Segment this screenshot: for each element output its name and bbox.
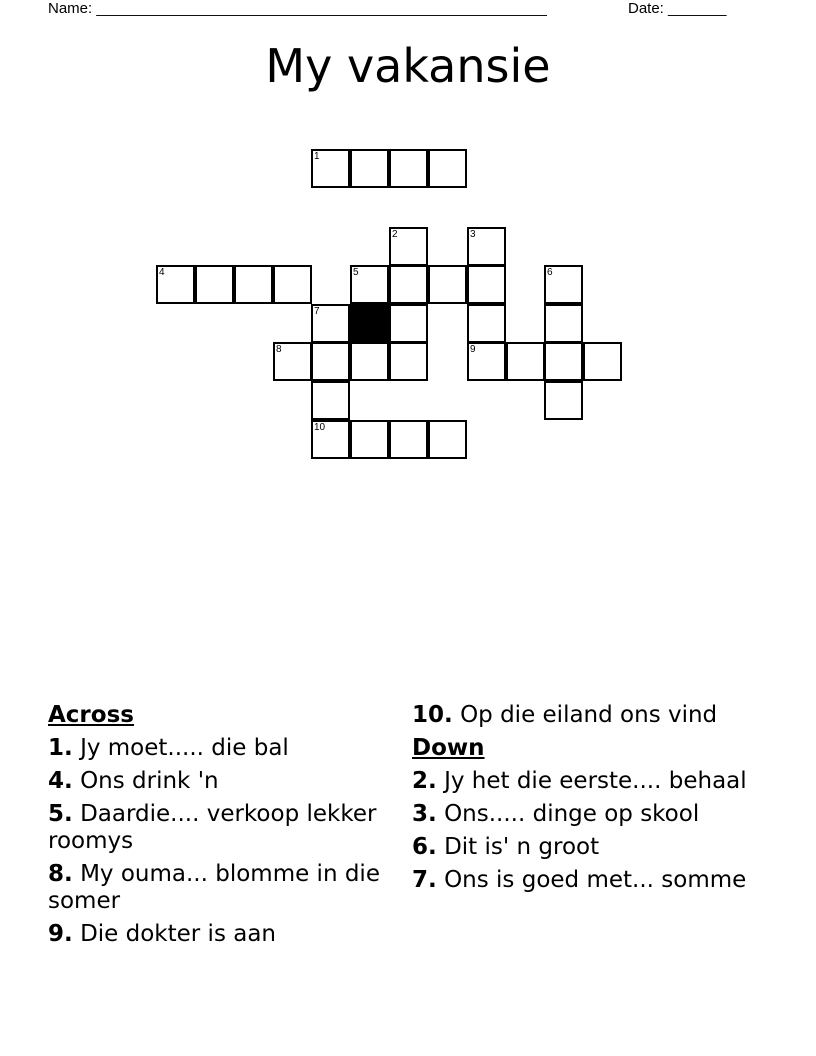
- crossword-cell[interactable]: [583, 342, 622, 381]
- clue-text: Jy het die eerste.... behaal: [444, 768, 747, 794]
- clue-down-3: [412, 801, 762, 828]
- crossword-cell[interactable]: [311, 381, 350, 420]
- crossword-cell[interactable]: [389, 304, 428, 343]
- cell-number: 1: [314, 151, 320, 162]
- crossword-cell[interactable]: [234, 265, 273, 304]
- crossword-cell[interactable]: [428, 420, 467, 459]
- crossword-cell[interactable]: [273, 342, 312, 381]
- clue-down-7: [412, 867, 762, 894]
- down-heading: Down: [412, 735, 485, 761]
- cell-number: 2: [392, 229, 398, 240]
- crossword-cell[interactable]: [544, 381, 583, 420]
- clue-text: My ouma... blomme in die somer: [48, 861, 380, 914]
- crossword-cell[interactable]: [389, 227, 428, 266]
- clue-text: Ons drink 'n: [80, 768, 219, 794]
- clue-number: 7.: [412, 867, 437, 893]
- clue-text: Ons..... dinge op skool: [444, 801, 700, 827]
- clue-text: Ons is goed met... somme: [444, 867, 747, 893]
- crossword-cell[interactable]: [544, 342, 583, 381]
- clue-number: 8.: [48, 861, 73, 887]
- cell-number: 8: [276, 344, 282, 355]
- crossword-grid: [0, 0, 816, 480]
- clue-text: Daardie.... verkoop lekker roomys: [48, 801, 377, 854]
- crossword-cell[interactable]: [273, 265, 312, 304]
- cell-number: 6: [547, 267, 553, 278]
- cell-number: 10: [314, 422, 326, 433]
- clue-number: 9.: [48, 921, 73, 947]
- page-title: My vakansie: [265, 39, 551, 93]
- clue-text: Die dokter is aan: [80, 921, 277, 947]
- crossword-cell[interactable]: [389, 149, 428, 188]
- crossword-cell[interactable]: [195, 265, 234, 304]
- clue-number: 4.: [48, 768, 73, 794]
- clue-down-2: [412, 768, 762, 795]
- clue-number: 1.: [48, 735, 73, 761]
- clue-across-8: [48, 861, 388, 915]
- clue-across-9: [48, 921, 388, 948]
- crossword-cell[interactable]: [389, 265, 428, 304]
- clues-left-column: [48, 702, 388, 954]
- cell-number: 4: [159, 267, 165, 278]
- clues-right-column: [412, 702, 762, 900]
- crossword-cell[interactable]: [467, 227, 506, 266]
- crossword-cell[interactable]: [467, 342, 506, 381]
- name-line: Name: ______________________________________________________: [48, 0, 547, 17]
- crossword-cell[interactable]: [389, 342, 428, 381]
- crossword-cell[interactable]: [467, 304, 506, 343]
- crossword-cell[interactable]: [350, 149, 389, 188]
- crossword-cell[interactable]: [311, 420, 350, 459]
- clue-number: 2.: [412, 768, 437, 794]
- crossword-cell[interactable]: [544, 265, 583, 304]
- blocked-cell: [350, 304, 389, 343]
- clue-across-10: [412, 702, 762, 729]
- cell-number: 7: [314, 306, 320, 317]
- clue-down-6: [412, 834, 762, 861]
- crossword-cell[interactable]: [311, 342, 350, 381]
- clue-across-1: [48, 735, 388, 762]
- crossword-cell[interactable]: [156, 265, 195, 304]
- crossword-cell[interactable]: [506, 342, 545, 381]
- crossword-cell[interactable]: [467, 265, 506, 304]
- crossword-cell[interactable]: [350, 420, 389, 459]
- across-heading: Across: [48, 702, 134, 728]
- clue-number: 5.: [48, 801, 73, 827]
- cell-number: 3: [470, 229, 476, 240]
- crossword-cell[interactable]: [428, 265, 467, 304]
- clue-text: Dit is' n groot: [444, 834, 600, 860]
- clue-number: 6.: [412, 834, 437, 860]
- clue-text: Op die eiland ons vind: [460, 702, 718, 728]
- crossword-cell[interactable]: [311, 304, 350, 343]
- clue-number: 10.: [412, 702, 453, 728]
- crossword-cell[interactable]: [544, 304, 583, 343]
- date-line: Date: _______: [628, 0, 727, 17]
- cell-number: 5: [353, 267, 359, 278]
- crossword-cell[interactable]: [389, 420, 428, 459]
- clue-text: Jy moet..... die bal: [80, 735, 289, 761]
- crossword-cell[interactable]: [350, 342, 389, 381]
- clue-across-4: [48, 768, 388, 795]
- cell-number: 9: [470, 344, 476, 355]
- crossword-cell[interactable]: [311, 149, 350, 188]
- crossword-cell[interactable]: [350, 265, 389, 304]
- clue-number: 3.: [412, 801, 437, 827]
- clue-across-5: [48, 801, 388, 855]
- crossword-cell[interactable]: [428, 149, 467, 188]
